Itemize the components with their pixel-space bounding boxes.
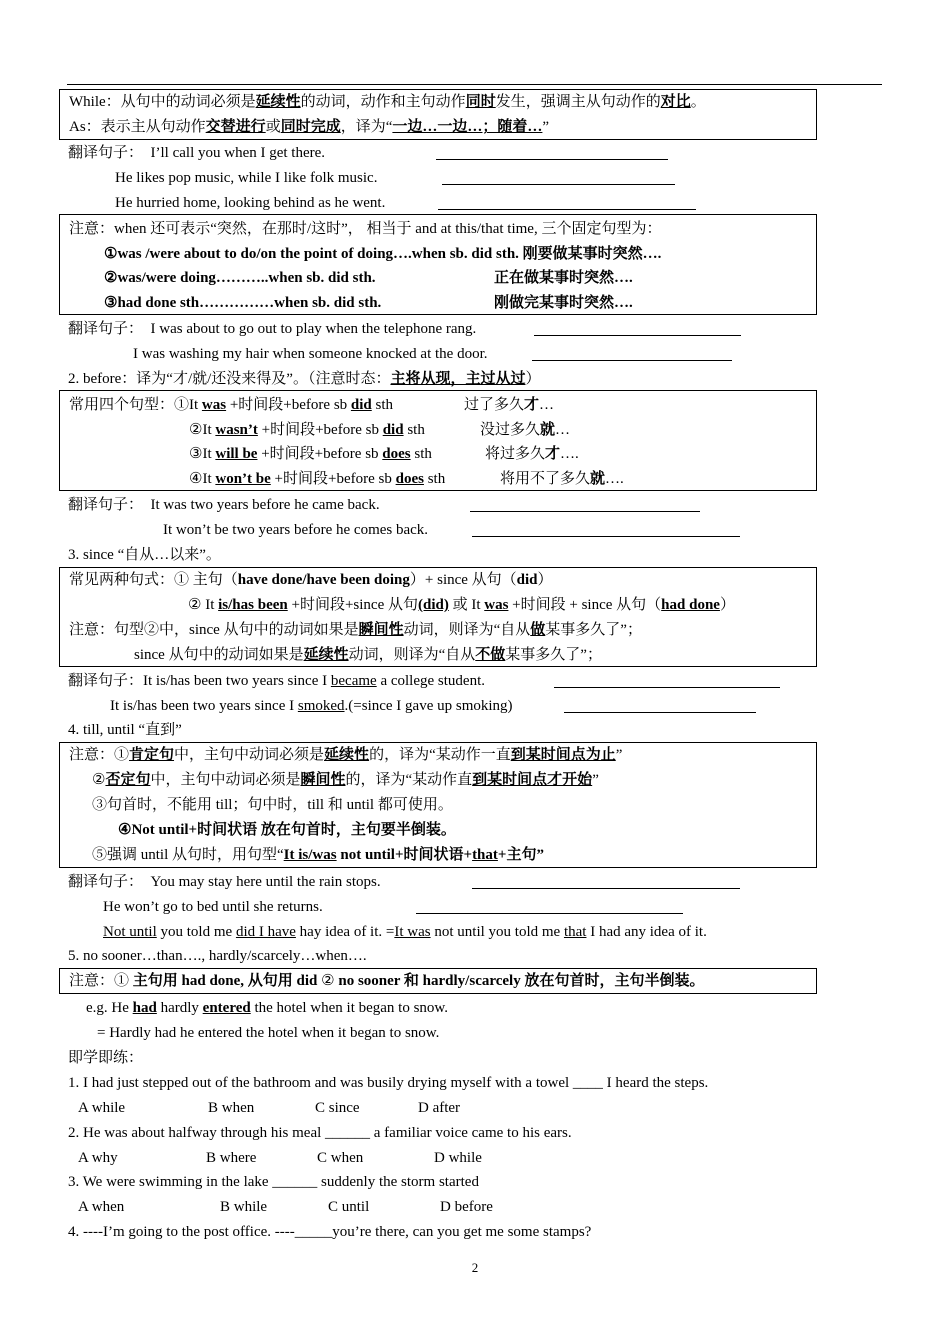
translate-item-4: 翻译句子： I was about to go out to play when the telephone rang. <box>68 321 477 337</box>
q2-option-a[interactable]: A why <box>78 1150 118 1166</box>
before-pattern-1-meaning: 过了多久才… <box>464 397 555 413</box>
q2-option-d[interactable]: D while <box>434 1150 482 1166</box>
answer-blank[interactable] <box>438 195 696 210</box>
answer-blank[interactable] <box>442 170 675 185</box>
answer-blank[interactable] <box>534 321 741 336</box>
practice-heading: 即学即练： <box>68 1050 144 1066</box>
answer-blank[interactable] <box>472 874 740 889</box>
before-pattern-4: ④It won’t be +时间段+before sb does sth <box>189 471 446 487</box>
till-notes-box <box>59 742 817 868</box>
when-pattern-1: ①was /were about to do/on the point of doing….when sb. did sth. 刚要做某事时突然…. <box>104 246 662 262</box>
before-pattern-3-meaning: 将过多久才…. <box>485 446 579 462</box>
page-number: 2 <box>471 1260 479 1275</box>
when-pattern-3-meaning: 刚做完某事时突然…. <box>494 295 633 311</box>
till-note-3: ③句首时，不能用 till；句中时，till 和 until 都可使用。 <box>92 797 453 813</box>
answer-blank[interactable] <box>436 145 668 160</box>
nosooner-heading: 5. no sooner…than…., hardly/scarcely…when…. <box>68 948 367 964</box>
q3-option-d[interactable]: D before <box>440 1199 493 1215</box>
since-note-2: since 从句中的动词如果是延续性动词，则译为“自从不做某事多久了”； <box>134 647 602 663</box>
question-3: 3. We were swimming in the lake ______ suddenly the storm started <box>68 1174 479 1190</box>
when-pattern-2: ②was/were doing………..when sb. did sth. <box>104 270 376 286</box>
since-pattern-2: ② It is/has been +时间段+since 从句(did) 或 It was +时间段 + since 从句（had done） <box>188 597 735 613</box>
answer-blank[interactable] <box>472 522 740 537</box>
before-pattern-4-meaning: 将用不了多久就…. <box>500 471 624 487</box>
translate-item-1: 翻译句子： I’ll call you when I get there. <box>68 145 326 161</box>
when-note: 注意：when 还可表示“突然，在那时/这时”， 相当于 and at this/that time, 三个固定句型为： <box>69 221 662 237</box>
since-pattern-1: 常见两种句式：① 主句（have done/have been doing）+ since 从句（did） <box>69 572 553 588</box>
question-2: 2. He was about halfway through his meal ______ a familiar voice came to his ears. <box>68 1125 572 1141</box>
as-rule: As：表示主从句动作交替进行或同时完成，译为“一边…一边…；随着…” <box>69 119 550 135</box>
before-pattern-2-meaning: 没过多久就… <box>480 422 571 438</box>
q2-option-c[interactable]: C when <box>317 1150 364 1166</box>
translate-item-6: 翻译句子： It was two years before he came back. <box>68 497 380 513</box>
q3-option-c[interactable]: C until <box>328 1199 370 1215</box>
translate-item-11: He won’t go to bed until she returns. <box>103 899 323 915</box>
q3-option-a[interactable]: A when <box>78 1199 125 1215</box>
q1-option-d[interactable]: D after <box>418 1100 461 1116</box>
when-pattern-3: ③had done sth……………when sb. did sth. <box>104 295 382 311</box>
until-inversion-example: Not until you told me did I have hay idea of it. =It was not until you told me that I had any idea of it. <box>103 924 707 940</box>
while-as-note-box <box>59 89 817 140</box>
before-pattern-2: ②It wasn’t +时间段+before sb did sth <box>189 422 425 438</box>
till-note-1: 注意：①肯定句中，主句中动词必须是延续性的，译为“某动作一直到某时间点为止” <box>69 747 623 763</box>
till-heading: 4. till, until “直到” <box>68 722 182 738</box>
q1-option-c[interactable]: C since <box>315 1100 360 1116</box>
answer-blank[interactable] <box>554 673 780 688</box>
example-1: e.g. He had hardly entered the hotel when it began to snow. <box>86 1000 449 1016</box>
answer-blank[interactable] <box>470 497 700 512</box>
till-note-2: ②否定句中，主句中动词必须是瞬间性的，译为“某动作直到某时间点才开始” <box>92 772 599 788</box>
translate-item-2: He likes pop music, while I like folk music. <box>115 170 378 186</box>
till-note-5: ⑤强调 until 从句时，用句型“It is/was not until+时间状语+that+主句” <box>92 847 544 863</box>
nosooner-note-box <box>59 968 817 994</box>
translate-item-3: He hurried home, looking behind as he went. <box>115 195 386 211</box>
since-note-1: 注意：句型②中，since 从句中的动词如果是瞬间性动词，则译为“自从做某事多久了”； <box>69 622 642 638</box>
while-rule: While：从句中的动词必须是延续性的动词，动作和主句动作同时发生，强调主从句动作的对比。 <box>69 94 706 110</box>
translate-item-8: 翻译句子：It is/has been two years since I became a college student. <box>68 673 485 689</box>
top-rule <box>67 84 882 85</box>
translate-item-10: 翻译句子： You may stay here until the rain stops. <box>68 874 381 890</box>
q2-option-b[interactable]: B where <box>206 1150 257 1166</box>
before-pattern-1: 常用四个句型：①It was +时间段+before sb did sth <box>69 397 394 413</box>
when-note-box <box>59 214 817 315</box>
answer-blank[interactable] <box>532 346 732 361</box>
when-pattern-2-meaning: 正在做某事时突然…. <box>494 270 633 286</box>
q1-option-a[interactable]: A while <box>78 1100 126 1116</box>
before-patterns-box <box>59 390 817 491</box>
translate-item-9: It is/has been two years since I smoked.(=since I gave up smoking) <box>110 698 513 714</box>
translate-item-5: I was washing my hair when someone knocked at the door. <box>133 346 488 362</box>
since-patterns-box <box>59 567 817 667</box>
till-note-4: ④Not until+时间状语 放在句首时，主句要半倒装。 <box>118 822 456 838</box>
example-2: = Hardly had he entered the hotel when it began to snow. <box>97 1025 440 1041</box>
since-heading: 3. since “自从…以来”。 <box>68 547 221 563</box>
before-heading: 2. before：译为“才/就/还没来得及”。（注意时态：主将从现，主过从过） <box>68 371 541 387</box>
nosooner-note: 注意：① 主句用 had done, 从句用 did ② no sooner 和 hardly/scarcely 放在句首时，主句半倒装。 <box>69 973 705 989</box>
answer-blank[interactable] <box>564 698 756 713</box>
q1-option-b[interactable]: B when <box>208 1100 255 1116</box>
question-4: 4. ----I’m going to the post office. ----_____you’re there, can you get me some stamps? <box>68 1224 592 1240</box>
q3-option-b[interactable]: B while <box>220 1199 268 1215</box>
translate-item-7: It won’t be two years before he comes back. <box>163 522 429 538</box>
before-pattern-3: ③It will be +时间段+before sb does sth <box>189 446 432 462</box>
question-1: 1. I had just stepped out of the bathroom and was busily drying myself with a towel ____ I heard the steps. <box>68 1075 709 1091</box>
answer-blank[interactable] <box>416 899 683 914</box>
